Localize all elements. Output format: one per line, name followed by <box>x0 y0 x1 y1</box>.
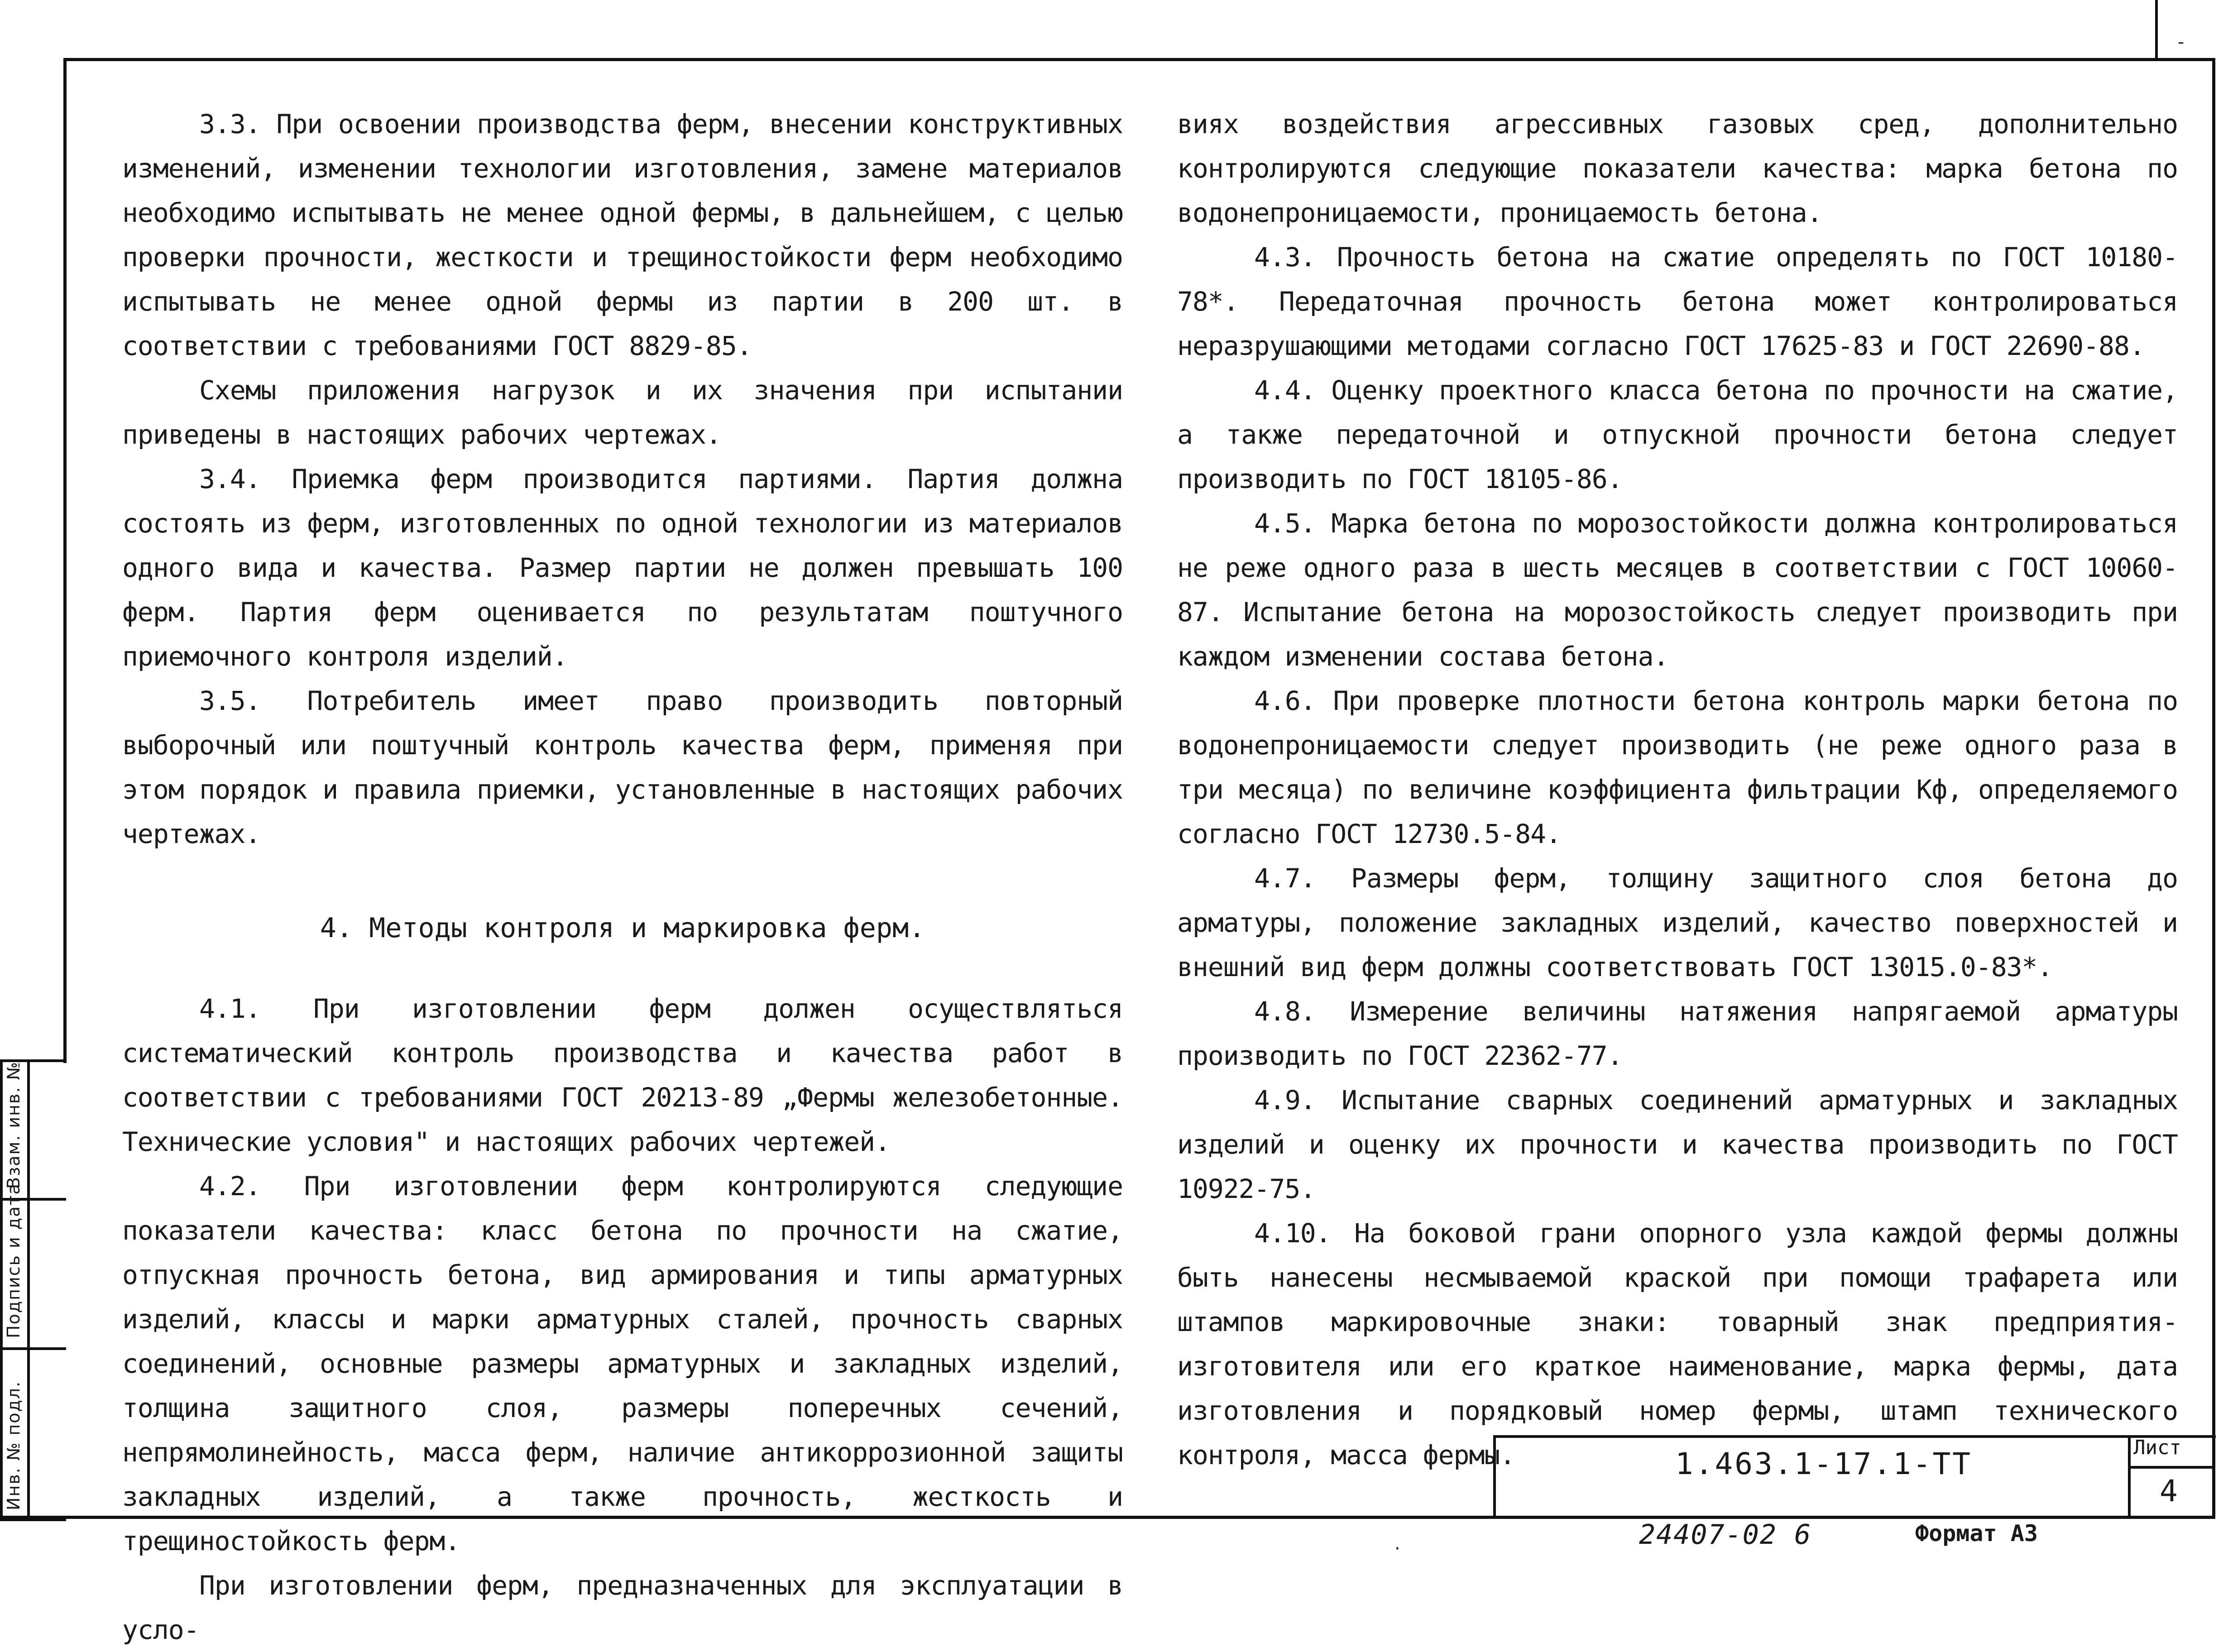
paragraph-aggressive-intro: При изготовлении ферм, предназначенных для эксплуатации в усло- <box>122 1570 1123 1645</box>
left-text-column <box>122 102 1123 1652</box>
frame-top-border <box>63 58 2214 61</box>
side-signature-strip <box>0 1059 63 1518</box>
paragraph-3-4: 3.4. Приемка ферм производится партиями. Партия должна состоять из ферм, изготовленных по одной технологии из материалов одного вида и качества. Размер партии не должен превышать 100 ферм. Партия ферм оценивается по результатам поштучного приемочного контроля изделий. <box>122 464 1123 672</box>
stray-dot: · <box>1394 1538 1400 1559</box>
paragraph-4-2: 4.2. При изготовлении ферм контролируются следующие показатели качества: класс бетона по прочности на сжатие, отпускная прочность бетона, вид армирования и типы арматурных изделий, классы и марки арматурных сталей, прочность сварных соединений, основные размеры арматурных и закладных изделий, толщина защитного слоя, размеры поперечных сечений, непрямолинейность, масса ферм, наличие антикоррозионной защиты закладных изделий, а также прочность, жесткость и трещиностойкость ферм. <box>122 1171 1123 1556</box>
corner-mark: - <box>2175 32 2187 53</box>
paragraph-4-3: 4.3. Прочность бетона на сжатие определять по ГОСТ 10180-78*. Передаточная прочность бетона может контролироваться неразрушающими методами согласно ГОСТ 17625-83 и ГОСТ 22690-88. <box>1177 242 2178 361</box>
paragraph-continuation: виях воздействия агрессивных газовых сред, дополнительно контролируются следующие показатели качества: марка бетона по водонепроницаемости, проницаемость бетона. <box>1177 109 2178 228</box>
paragraph-4-5: 4.5. Марка бетона по морозостойкости должна контролироваться не реже одного раза в шесть месяцев в соответствии с ГОСТ 10060-87. Испытание бетона на морозостойкость следует производить при каждом изменении состава бетона. <box>1177 508 2178 672</box>
paragraph-4-7: 4.7. Размеры ферм, толщину защитного слоя бетона до арматуры, положение закладных изделий, качество поверхностей и внешний вид ферм должны соответствовать ГОСТ 13015.0-83*. <box>1177 863 2178 982</box>
paragraph-4-1: 4.1. При изготовлении ферм должен осуществляться систематический контроль производства и качества работ в соответствии с требованиями ГОСТ 20213-89 „Фермы железобетонные. Технические условия" и настоящих рабочих чертежей. <box>122 993 1123 1157</box>
strip-label-original-inv: Инв. № подл. <box>4 1380 24 1510</box>
format-label: Формат А3 <box>1915 1520 2038 1547</box>
paragraph-3-3: 3.3. При освоении производства ферм, внесении конструктивных изменений, изменении технологии изготовления, замене материалов необходимо испытывать не менее одной фермы, в дальнейшем, с целью проверки прочности, жесткости и трещиностойкости ферм необходимо испытывать не менее одной фермы из партии в 200 шт. в соответствии с требованиями ГОСТ 8829-85. <box>122 109 1123 361</box>
paragraph-4-9: 4.9. Испытание сварных соединений арматурных и закладных изделий и оценку их прочности и качества производить по ГОСТ 10922-75. <box>1177 1085 2178 1204</box>
paragraph-4-10: 4.10. На боковой грани опорного узла каждой фермы должны быть нанесены несмываемой краской при помощи трафарета или штампов маркировочные знаки: товарный знак предприятия-изготовителя или его краткое наименование, марка фермы, дата изготовления и порядковый номер фермы, штамп технического контроля, масса фермы. <box>1177 1218 2178 1470</box>
section-heading-4: 4. Методы контроля и маркировка ферм. <box>320 912 925 944</box>
paragraph-4-6: 4.6. При проверке плотности бетона контроль марки бетона по водонепроницаемости следует производить (не реже одного раза в три месяца) по величине коэффициента фильтрации Кф, определяемого согласно ГОСТ 12730.5-84. <box>1177 685 2178 849</box>
document-number: 1.463.1-17.1-ТТ <box>1675 1446 1973 1481</box>
paragraph-load-schemes: Схемы приложения нагрузок и их значения при испытании приведены в настоящих рабочих чертежах. <box>122 375 1123 450</box>
sheet-label: Лист <box>2133 1436 2181 1459</box>
inventory-code: 24407-02 6 <box>1639 1519 1812 1551</box>
frame-left-border <box>63 58 67 1063</box>
paragraph-4-8: 4.8. Измерение величины натяжения напрягаемой арматуры производить по ГОСТ 22362-77. <box>1177 996 2178 1071</box>
strip-label-signature: Подпись и дата <box>4 1183 24 1338</box>
frame-right-border <box>2212 58 2215 1516</box>
sheet-number: 4 <box>2160 1474 2178 1508</box>
paragraph-4-4: 4.4. Оценку проектного класса бетона по прочности на сжатие, а также передаточной и отпускной прочности бетона следует производить по ГОСТ 18105-86. <box>1177 375 2178 494</box>
strip-label-replacement: Взам. инв. № <box>4 1061 24 1189</box>
paragraph-3-5: 3.5. Потребитель имеет право производить повторный выборочный или поштучный контроль качества ферм, применяя при этом порядок и правила приемки, установленные в настоящих рабочих чертежах. <box>122 685 1123 849</box>
right-text-column <box>1177 102 2178 1477</box>
